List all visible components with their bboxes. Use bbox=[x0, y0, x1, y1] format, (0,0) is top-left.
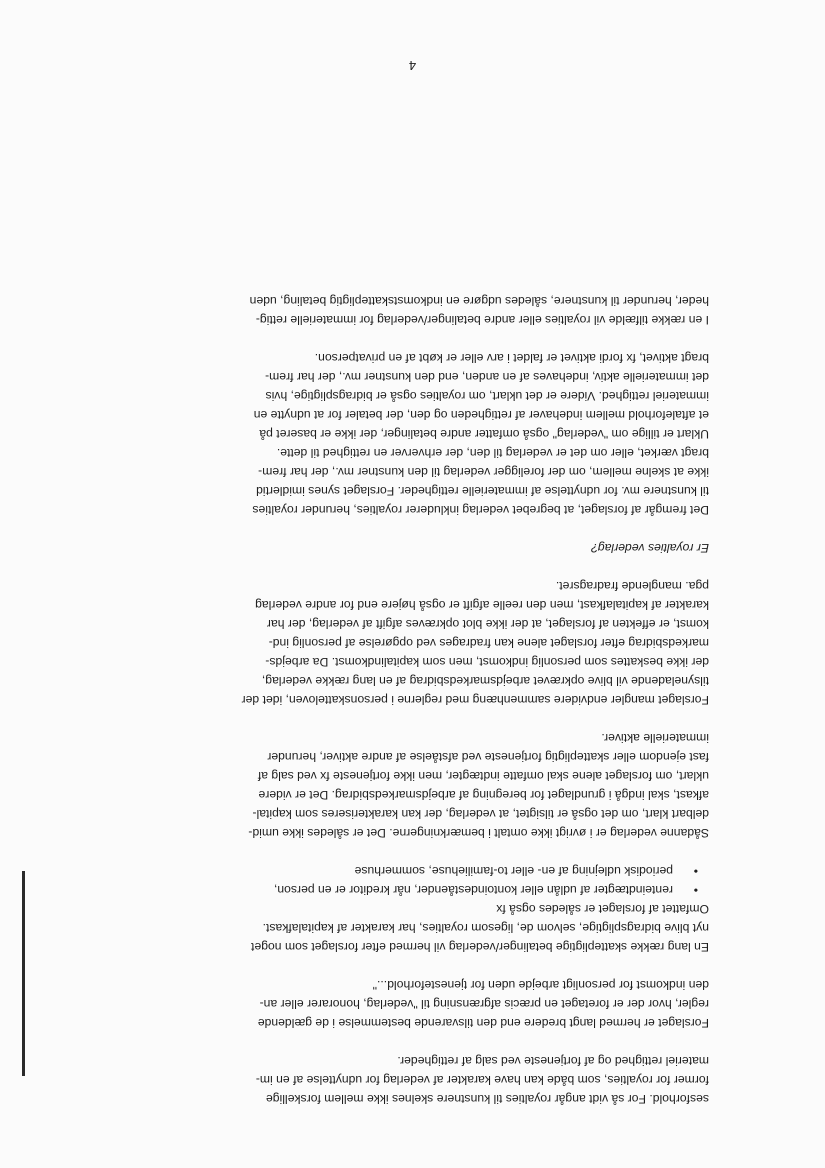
text-line: et aftaleforhold mellem indehaver af rettigheden og den, der betaler for at udnytte en bbox=[253, 408, 709, 422]
text-line: karakter af kapitalafkast, men den reelle afgift er også højere end for andre vederlag bbox=[255, 598, 709, 612]
text-line: bragt aktivet, fx fordi aktivet er faldet i arv eller er købt af en privatperson. bbox=[314, 351, 709, 365]
text-line: sesforhold. For så vidt angår royalties til kunstnere skelnes ikke mellem forskellige bbox=[266, 1092, 709, 1106]
text-line: nyt blive bidragspligtige, selvom de, ligesom royalties, har karakter af kapitalafkast. bbox=[262, 921, 709, 935]
text-line: I en række tilfælde vil royalties eller andre betalinger/vederlag for immaterielle rettig- bbox=[255, 313, 709, 327]
text-line: afkast, skal indgå i grundlaget for beregning af arbejdsmarkedsbidrag. Det er videre bbox=[258, 788, 709, 802]
text-line: heder, herunder til kunstnere, således udgøre en indkomstskattepligtig betaling, uden bbox=[249, 294, 709, 308]
document-body bbox=[113, 291, 709, 1108]
paragraph-royalties-intro bbox=[113, 1051, 709, 1108]
text-line: Forslaget mangler endvidere sammenhæng med reglerne i personskatteloven, idet der bbox=[241, 693, 709, 707]
paragraph-broader-scope bbox=[113, 975, 709, 1032]
bullet-icon: • bbox=[693, 883, 698, 897]
bullet-icon: • bbox=[693, 864, 698, 878]
section-heading: Er royalties vederlag? bbox=[591, 541, 709, 555]
list-item bbox=[113, 861, 709, 880]
text-line: til kunstnere mv. for udnyttelse af immaterielle rettigheder. Forslaget synes imidlertid bbox=[256, 484, 709, 498]
text-line: ikke at skelne mellem, om der foreligger vederlag til den kunstner mv., der har frem- bbox=[258, 465, 709, 479]
paragraph-unclear-scope bbox=[113, 728, 709, 842]
text-line: det immaterielle aktiv, indehaves af en anden, end den kunstner mv., der har frem- bbox=[265, 370, 709, 384]
paragraph-taxable-payments bbox=[113, 899, 709, 956]
page-number: 4 bbox=[408, 58, 417, 73]
text-line: pga. manglende fradragsret. bbox=[555, 579, 709, 593]
text-line: komst, er effekten af forslaget, at der ikke blot opkræves afgift af vederlag, der har bbox=[266, 617, 709, 631]
list-item-text: periodisk udlejning af en- eller to-familiehuse, sommerhuse bbox=[354, 864, 673, 878]
text-line: En lang række skattepligtige betalinger/vederlag vil hermed efter forslaget som noget bbox=[251, 940, 709, 954]
paragraph-royalty-cases bbox=[113, 291, 709, 329]
text-line: Uklart er tillige om "vederlag" også omfatter andre betalinger, der ikke er baseret på bbox=[259, 427, 709, 441]
text-line: Sådanne vederlag er i øvrigt ikke omtalt i bemærkningerne. Det er således ikke umid- bbox=[248, 826, 709, 840]
text-line: immaterielle aktiver. bbox=[601, 731, 709, 745]
text-line: den indkomst for personligt arbejde uden for tjenesteforhold..." bbox=[372, 978, 709, 992]
text-line: Forslaget er hermed langt bredere end den tilsvarende bestemmelse i de gældende bbox=[257, 1016, 709, 1030]
text-line: uklart, om forslaget alene skal omfatte indtægter, men ikke fortjeneste fx ved salg af bbox=[257, 769, 709, 783]
text-line: Det fremgår af forslaget, at begrebet vederlag inkluderer royalties, herunder royalties bbox=[252, 503, 709, 517]
scan-edge-mark bbox=[22, 871, 25, 1076]
text-line: tilsyneladende vil blive opkrævet arbejdsmarkedsbidrag af en lang række vederlag, bbox=[261, 674, 709, 688]
text-line: markedsbidrag efter forslaget alene kan fradrages ved opgørelse af personlig ind- bbox=[268, 636, 709, 650]
list-item bbox=[113, 880, 709, 899]
text-line: delbart klart, om det også er tilsigtet, at vederlag, der kan karakteriseres som kapital- bbox=[252, 807, 709, 821]
text-line: materiel rettighed og af fortjeneste ved salg af rettigheder. bbox=[397, 1054, 709, 1068]
paragraph-royalties-definition bbox=[113, 348, 709, 519]
text-line: fast ejendom eller skattepligtig fortjeneste ved afståelse af andre aktiver, herunder bbox=[267, 750, 709, 764]
text-line: bragt værket, eller om det er vederlag til den, der erhverver en rettighed til dette. bbox=[276, 446, 709, 460]
bullet-list bbox=[113, 861, 709, 899]
text-line: regler, hvor der er foretaget en præcis afgrænsning til "vederlag, honorarer eller an- bbox=[259, 997, 709, 1011]
list-item-text: renteindtægter af udlån eller kontoindeståender, når kreditor er en person, bbox=[273, 883, 673, 897]
text-line: Omfattet af forslaget er således også fx bbox=[496, 902, 709, 916]
text-line: former for royalties, som både kan have karakter af vederlag for udnyttelse af en im- bbox=[255, 1073, 709, 1087]
text-line: der ikke beskattes som personlig indkomst, men som kapitalindkomst. Da arbejds- bbox=[265, 655, 709, 669]
text-line: immateriel rettighed. Videre er det uklart, om royalties også er bidragspligtige, hvis bbox=[265, 389, 709, 403]
paragraph-personal-tax-law bbox=[113, 576, 709, 709]
